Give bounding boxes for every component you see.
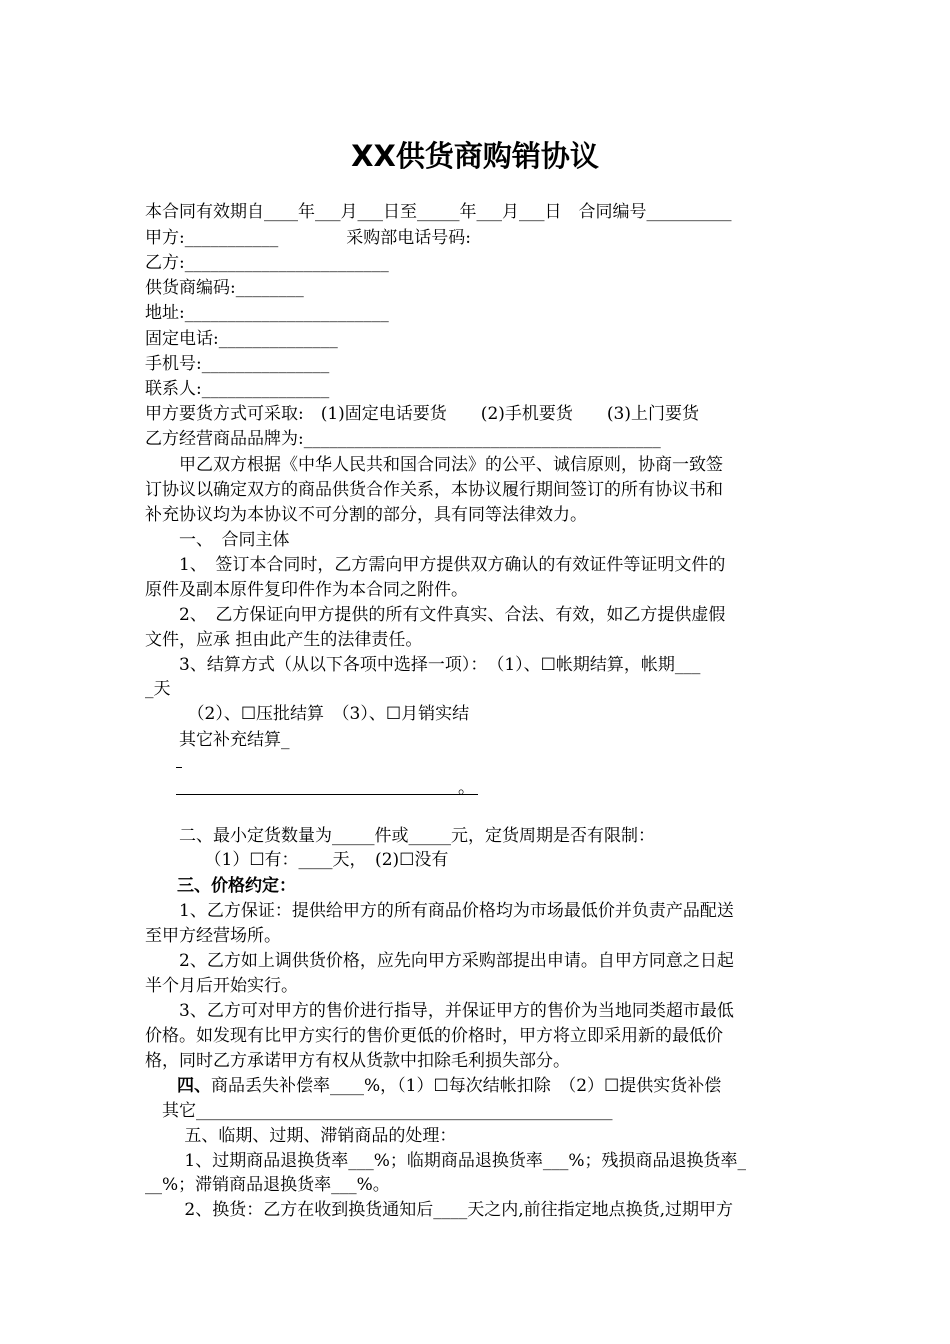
document-title: XX供货商购销协议 [351,139,599,173]
landline-line: 固定电话:______________ [145,329,338,349]
brand-line: 乙方经营商品品牌为:__________________________________________ [145,429,661,449]
clause-line: 2、换货：乙方在收到换货通知后____天之内,前往指定地点换货,过期甲方 [145,1200,734,1220]
preamble-line: 补充协议均为本协议不可分割的部分，具有同等法律效力。 [145,505,587,525]
end-mark: 。 [458,778,475,798]
clause-line: 1、过期商品退换货率___%；临期商品退换货率___%；残损商品退换货率_ [145,1151,747,1171]
other-settlement-line: 其它补充结算_ [145,730,290,750]
clause-line: 1、乙方保证：提供给甲方的所有商品价格均为市场最低价并负责产品配送 [145,901,734,921]
section-heading: 一、 合同主体 [145,530,290,550]
preamble-line: 甲乙双方根据《中华人民共和国合同法》的公平、诚信原则，协商一致签 [145,455,723,475]
clause-line: 二、最小定货数量为_____件或_____元，定货周期是否有限制： [145,826,655,846]
clause-line: 商品丢失补偿率____%，（1）☐每次结帐扣除 （2）☐提供实货补偿 [211,1076,722,1096]
clause-line: 格，同时乙方承诺甲方有权从货款中扣除毛利损失部分。 [145,1051,570,1071]
section-heading: 五、临期、过期、滞销商品的处理： [145,1126,457,1146]
contact-line: 联系人:_______________ [145,379,330,399]
address-line: 地址:________________________ [145,303,389,323]
clause-line: 其它_________________________________________________ [145,1101,613,1121]
section-number: 四、 [177,1076,211,1096]
clause-line: 至甲方经营场所。 [145,926,281,946]
validity-period-line: 本合同有效期自____年___月___日至_____年___月___日 合同编号__________ [145,202,732,222]
settlement-options-line: （2）、☐压批结算 （3）、☐月销实结 [145,704,470,724]
clause-line: 3、乙方可对甲方的售价进行指导，并保证甲方的售价为当地同类超市最低 [145,1001,734,1021]
blank-rule [176,794,478,795]
settlement-line: _天 [145,679,171,699]
clause-line: 原件及副本原件复印件作为本合同之附件。 [145,580,468,600]
party-b-line: 乙方:________________________ [145,253,389,273]
section-heading: 三、价格约定： [177,876,296,896]
clause-line: __%；滞销商品退换货率___%。 [145,1175,390,1195]
clause-line: 2、乙方如上调供货价格，应先向甲方采购部提出申请。自甲方同意之日起 [145,951,734,971]
mobile-line: 手机号:_______________ [145,354,330,374]
blank-dash [176,767,182,768]
order-method-line: 甲方要货方式可采取: (1)固定电话要货 (2)手机要货 (3)上门要货 [145,404,699,424]
clause-line: 1、 签订本合同时，乙方需向甲方提供双方确认的有效证件等证明文件的 [145,555,726,575]
clause-line: 半个月后开始实行。 [145,976,298,996]
party-a-line: 甲方:___________ 采购部电话号码: [145,228,471,248]
clause-line: （1）☐有：____天， (2)☐没有 [145,850,449,870]
clause-line: 2、 乙方保证向甲方提供的所有文件真实、合法、有效，如乙方提供虚假 [145,605,726,625]
supplier-code-line: 供货商编码:________ [145,278,304,298]
clause-line: 文件，应承 担由此产生的法律责任。 [145,630,423,650]
clause-line: 价格。如发现有比甲方实行的售价更低的价格时，甲方将立即采用新的最低价 [145,1026,723,1046]
settlement-line: 3、结算方式（从以下各项中选择一项）： （1）、☐帐期结算，帐期___ [145,655,701,675]
preamble-line: 订协议以确定双方的商品供货合作关系，本协议履行期间签订的所有协议书和 [145,480,723,500]
